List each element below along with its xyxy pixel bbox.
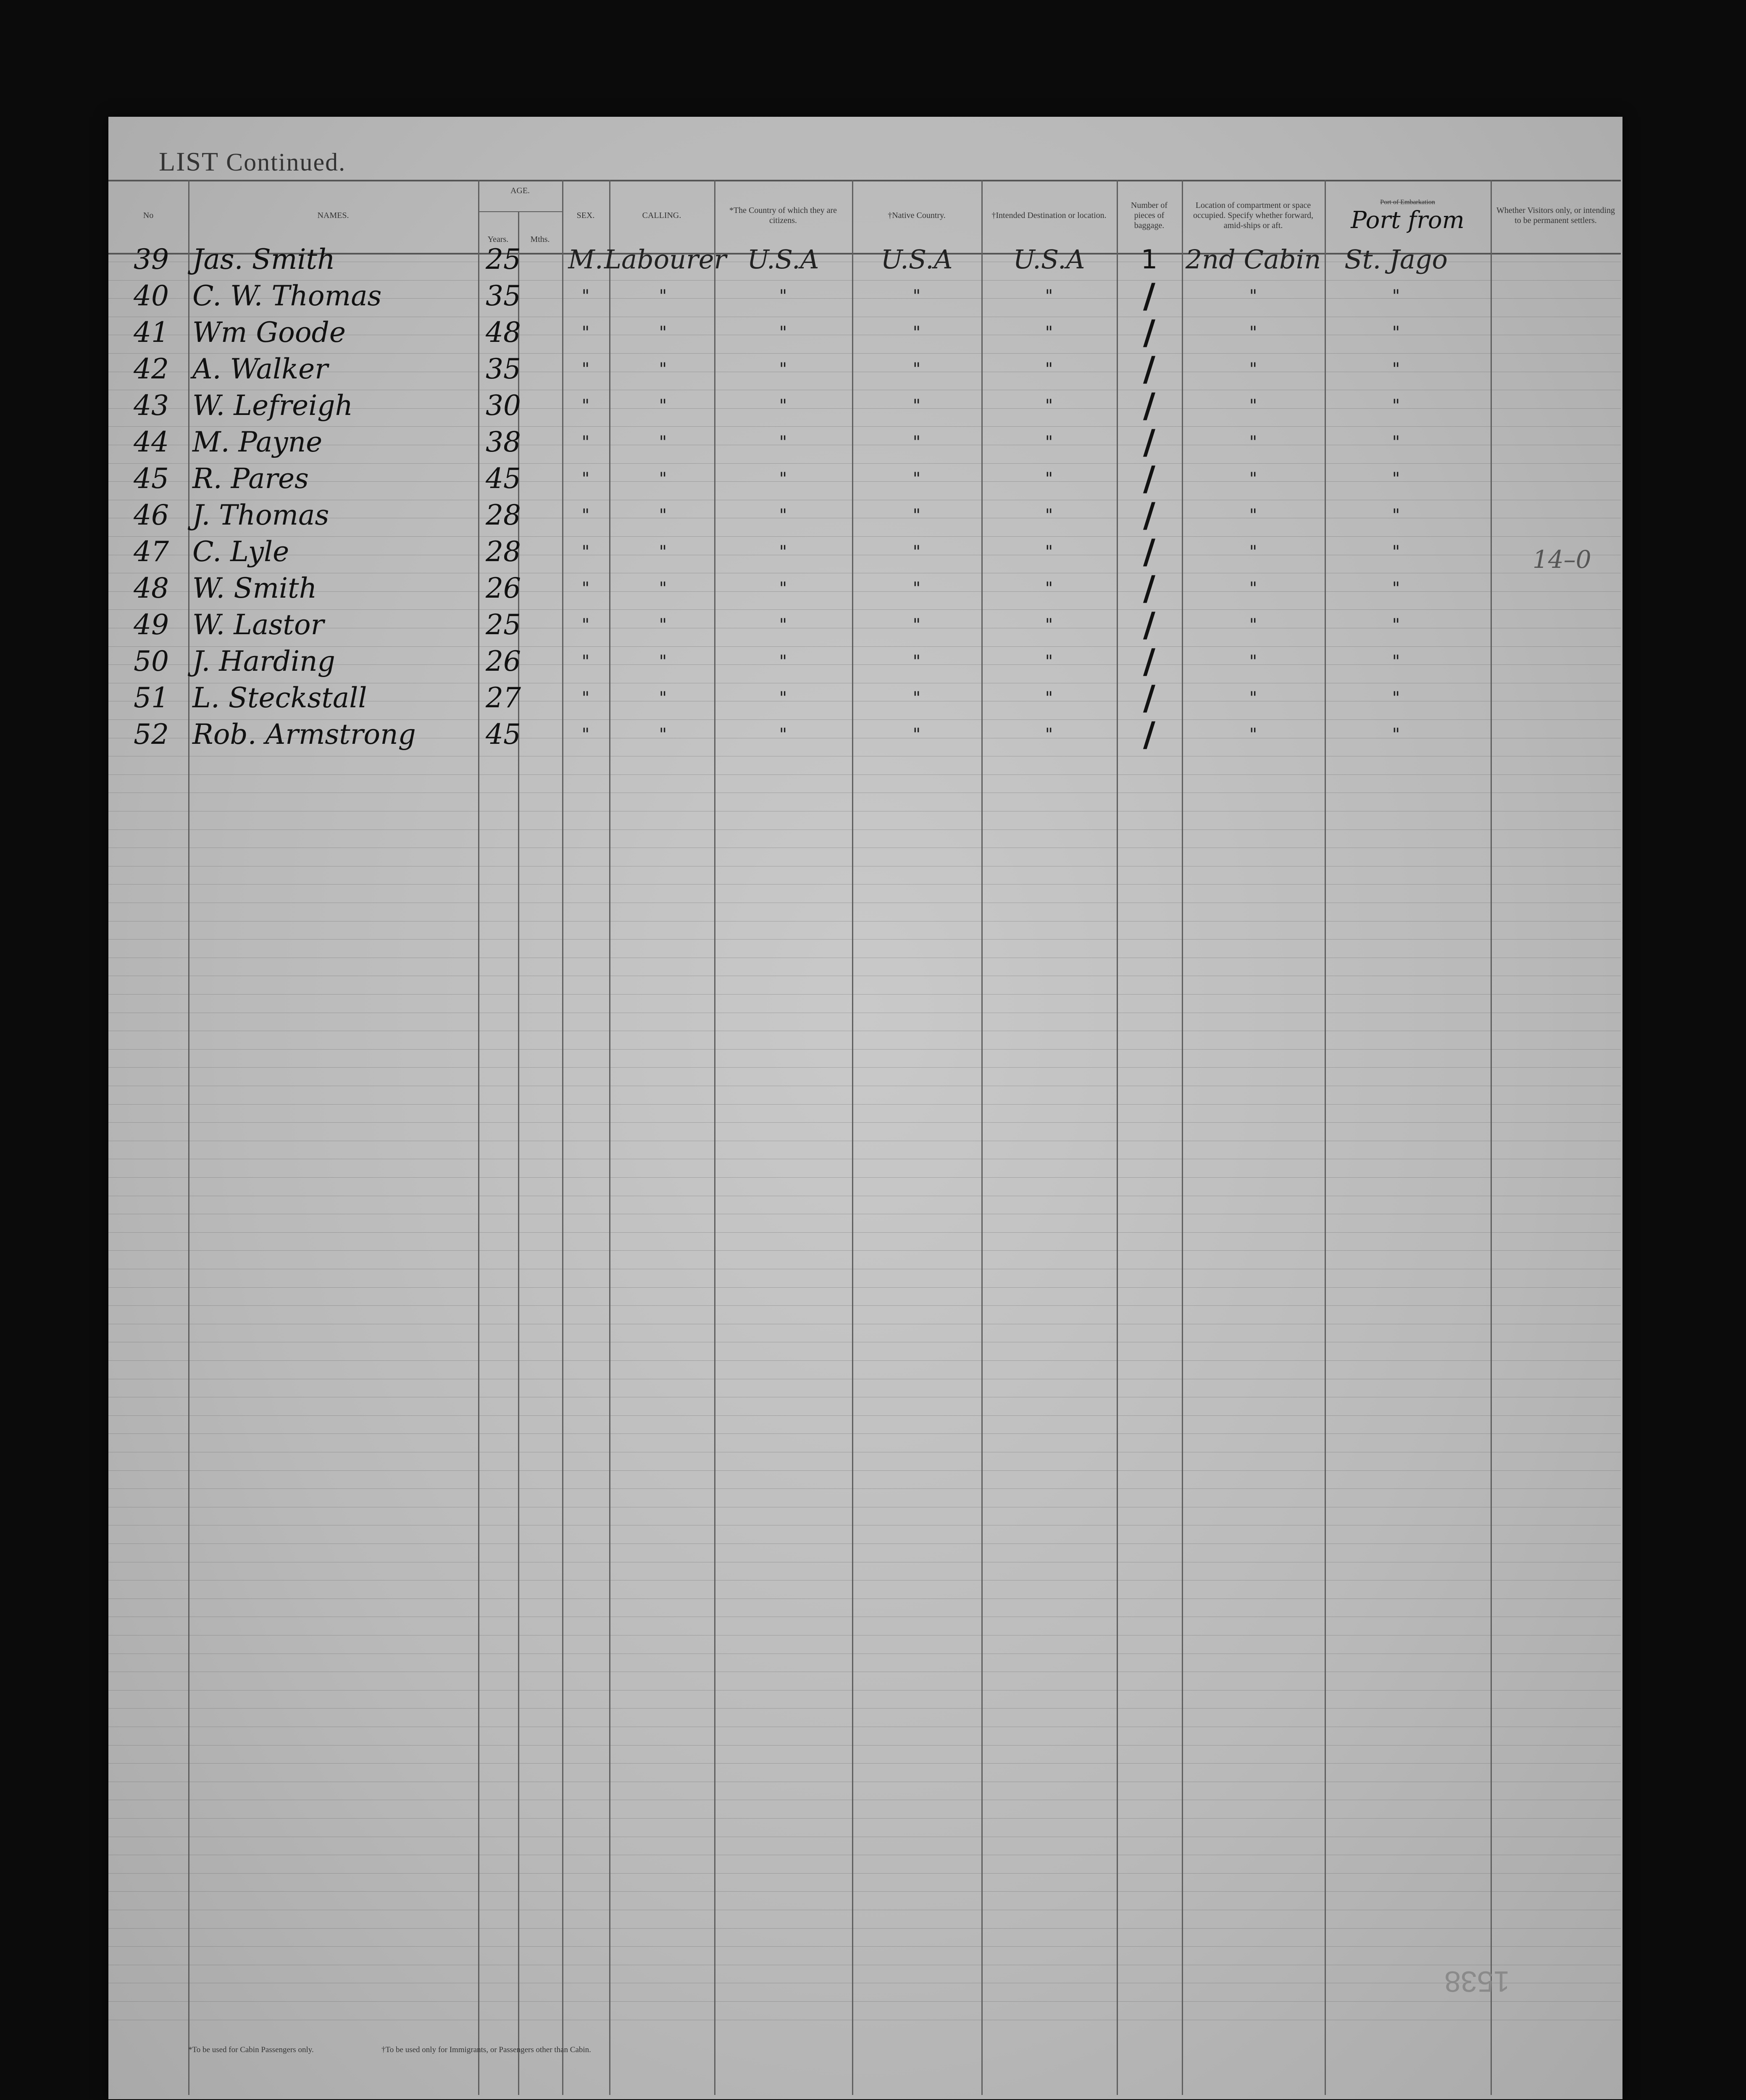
cell-calling: ": [659, 615, 667, 635]
cell-dest: ": [1045, 652, 1053, 671]
cell-citizen: ": [779, 360, 787, 379]
cell-no: 41: [134, 316, 169, 349]
cell-calling: ": [659, 286, 667, 306]
header-port-handwritten: Port from: [1351, 207, 1465, 234]
header-port: [1325, 180, 1491, 251]
cell-citizen: ": [779, 652, 787, 671]
cell-no: 42: [134, 353, 169, 385]
cell-sex: ": [581, 542, 590, 562]
header-sex: SEX.: [576, 211, 595, 220]
cell-age: 26: [486, 645, 521, 677]
cell-no: 51: [134, 682, 169, 714]
header-calling: CALLING.: [642, 211, 681, 220]
cell-bags: /: [1143, 532, 1156, 571]
cell-native: ": [912, 286, 921, 306]
header-destination: †Intended Destination or location.: [991, 211, 1107, 220]
cell-port: ": [1392, 506, 1400, 525]
cell-name: Wm Goode: [192, 316, 346, 349]
cell-port: ": [1392, 542, 1400, 562]
cell-age: 28: [486, 536, 521, 568]
cell-name: J. Harding: [192, 645, 335, 677]
cell-age: 27: [486, 682, 521, 714]
ruled-line: [108, 1470, 1621, 1471]
cell-sex: ": [581, 506, 590, 525]
cell-sex: ": [581, 688, 590, 708]
cell-dest: ": [1045, 286, 1053, 306]
header-no: No: [143, 211, 154, 220]
cell-age: 28: [486, 499, 521, 531]
ruled-line: [108, 1433, 1621, 1434]
cell-dest: ": [1045, 506, 1053, 525]
cell-citizen: ": [779, 615, 787, 635]
cell-age: 30: [486, 389, 521, 422]
cell-compartment: ": [1249, 360, 1257, 379]
cell-bags: /: [1143, 386, 1156, 425]
cell-citizen: U.S.A: [747, 244, 819, 275]
cell-name: W. Lefreigh: [192, 389, 353, 422]
margin-note: 14–0: [1533, 545, 1591, 574]
ruled-line: [108, 1104, 1621, 1105]
cell-bags: /: [1143, 423, 1156, 462]
cell-sex: M.: [568, 244, 603, 275]
cell-sex: ": [581, 433, 590, 452]
cell-calling: ": [659, 652, 667, 671]
cell-native: ": [912, 469, 921, 488]
cell-dest: ": [1045, 542, 1053, 562]
header-compartment: Location of compartment or space occupied. Specify whether forward, amid-ships or aft.: [1193, 201, 1313, 230]
cell-bags: /: [1143, 349, 1156, 388]
cell-compartment: ": [1249, 652, 1257, 671]
header-names: NAMES.: [317, 211, 349, 220]
cell-port: ": [1392, 652, 1400, 671]
title-rest: Continued.: [219, 148, 346, 176]
cell-calling: ": [659, 433, 667, 452]
header-mths: Mths.: [530, 235, 550, 244]
cell-no: 47: [134, 536, 169, 568]
ruled-line: [108, 1122, 1621, 1123]
cell-port: ": [1392, 579, 1400, 598]
cell-compartment: ": [1249, 542, 1257, 562]
title-big: LIST: [159, 147, 219, 176]
cell-native: ": [912, 433, 921, 452]
footnote-cabin: *To be used for Cabin Passengers only.: [188, 2045, 314, 2054]
ruled-line: [108, 1928, 1621, 1929]
cell-native: ": [912, 652, 921, 671]
ruled-line: [108, 774, 1621, 775]
header-visitors: Whether Visitors only, or intending to be permanent settlers.: [1496, 206, 1615, 225]
ruled-line: [108, 994, 1621, 995]
cell-bags: /: [1143, 313, 1156, 352]
cell-dest: ": [1045, 396, 1053, 415]
cell-name: R. Pares: [192, 462, 309, 495]
header-port-struck: Port of Embarkation: [1380, 199, 1435, 206]
header-age: AGE.: [510, 186, 530, 195]
cell-no: 50: [134, 645, 169, 677]
cell-port: ": [1392, 323, 1400, 342]
cell-port: ": [1392, 286, 1400, 306]
cell-no: 44: [134, 426, 169, 458]
cell-citizen: ": [779, 396, 787, 415]
cell-port: ": [1392, 396, 1400, 415]
cell-bags: /: [1143, 276, 1156, 315]
cell-sex: ": [581, 615, 590, 635]
cell-sex: ": [581, 323, 590, 342]
cell-bags: /: [1143, 678, 1156, 717]
ruled-line: [108, 1488, 1621, 1489]
cell-sex: ": [581, 469, 590, 488]
cell-citizen: ": [779, 542, 787, 562]
cell-compartment: 2nd Cabin: [1185, 244, 1321, 275]
cell-citizen: ": [779, 688, 787, 708]
cell-compartment: ": [1249, 323, 1257, 342]
ruled-line: [108, 1232, 1621, 1233]
cell-port: ": [1392, 615, 1400, 635]
cell-calling: ": [659, 323, 667, 342]
cell-compartment: ": [1249, 688, 1257, 708]
ruled-line: [108, 1708, 1621, 1709]
cell-no: 46: [134, 499, 169, 531]
cell-native: ": [912, 615, 921, 635]
cell-age: 35: [486, 353, 521, 385]
cell-sex: ": [581, 725, 590, 744]
footnote-immigrant: †To be used only for Immigrants, or Passengers other than Cabin.: [381, 2045, 591, 2054]
cell-compartment: ": [1249, 506, 1257, 525]
cell-port: ": [1392, 688, 1400, 708]
cell-bags: /: [1143, 496, 1156, 535]
stamp-number: 1538: [1444, 1965, 1510, 1998]
ruled-line: [108, 1305, 1621, 1306]
cell-dest: ": [1045, 360, 1053, 379]
cell-citizen: ": [779, 579, 787, 598]
cell-no: 45: [134, 462, 169, 495]
cell-name: J. Thomas: [192, 499, 329, 531]
ruled-line: [108, 939, 1621, 940]
cell-calling: ": [659, 360, 667, 379]
cell-dest: ": [1045, 323, 1053, 342]
cell-sex: ": [581, 396, 590, 415]
cell-sex: ": [581, 579, 590, 598]
cell-calling: ": [659, 579, 667, 598]
ruled-line: [108, 1891, 1621, 1892]
cell-name: C. Lyle: [192, 536, 289, 568]
cell-compartment: ": [1249, 725, 1257, 744]
cell-compartment: ": [1249, 579, 1257, 598]
ruled-line: [108, 1745, 1621, 1746]
cell-compartment: ": [1249, 615, 1257, 635]
cell-no: 49: [134, 609, 169, 641]
cell-calling: ": [659, 542, 667, 562]
cell-dest: ": [1045, 469, 1053, 488]
cell-native: ": [912, 688, 921, 708]
cell-native: ": [912, 506, 921, 525]
cell-no: 48: [134, 572, 169, 604]
cell-port: St. Jago: [1344, 244, 1448, 275]
ruled-line: [108, 1873, 1621, 1874]
cell-bags: /: [1143, 642, 1156, 681]
header-citizen-country: *The Country of which they are citizens.: [729, 206, 837, 225]
cell-calling: ": [659, 469, 667, 488]
cell-calling: ": [659, 688, 667, 708]
cell-name: W. Smith: [192, 572, 317, 604]
ruled-line: [108, 1067, 1621, 1068]
cell-age: 48: [486, 316, 521, 349]
ruled-line: [108, 1818, 1621, 1819]
ruled-line: [108, 1049, 1621, 1050]
cell-no: 39: [134, 243, 169, 276]
cell-age: 35: [486, 280, 521, 312]
cell-sex: ": [581, 360, 590, 379]
cell-dest: ": [1045, 615, 1053, 635]
cell-native: ": [912, 542, 921, 562]
page-title: [159, 146, 346, 177]
ruled-line: [108, 1250, 1621, 1251]
cell-age: 25: [486, 243, 521, 276]
cell-bags: 1: [1141, 244, 1158, 275]
cell-compartment: ": [1249, 286, 1257, 306]
cell-native: ": [912, 323, 921, 342]
cell-name: M. Payne: [192, 426, 323, 458]
cell-age: 45: [486, 462, 521, 495]
cell-sex: ": [581, 286, 590, 306]
cell-name: C. W. Thomas: [192, 280, 382, 312]
rule-age-split: [478, 211, 562, 212]
cell-sex: ": [581, 652, 590, 671]
cell-bags: /: [1143, 459, 1156, 498]
cell-citizen: ": [779, 506, 787, 525]
cell-no: 43: [134, 389, 169, 422]
cell-native: ": [912, 579, 921, 598]
cell-native: ": [912, 396, 921, 415]
header-years: Years.: [487, 235, 509, 244]
cell-bags: /: [1143, 569, 1156, 608]
cell-age: 45: [486, 718, 521, 751]
cell-calling: Labourer: [604, 244, 727, 275]
cell-no: 40: [134, 280, 169, 312]
cell-compartment: ": [1249, 396, 1257, 415]
cell-age: 26: [486, 572, 521, 604]
cell-name: Jas. Smith: [192, 243, 335, 276]
cell-native: U.S.A: [881, 244, 953, 275]
cell-citizen: ": [779, 433, 787, 452]
cell-dest: ": [1045, 725, 1053, 744]
cell-name: W. Lastor: [192, 609, 324, 641]
cell-port: ": [1392, 725, 1400, 744]
cell-no: 52: [134, 718, 169, 751]
cell-bags: /: [1143, 715, 1156, 754]
cell-citizen: ": [779, 469, 787, 488]
cell-port: ": [1392, 360, 1400, 379]
cell-calling: ": [659, 506, 667, 525]
ruled-line: [108, 1287, 1621, 1288]
ruled-line: [108, 1763, 1621, 1764]
cell-age: 25: [486, 609, 521, 641]
ruled-line: [108, 1415, 1621, 1416]
cell-calling: ": [659, 396, 667, 415]
cell-dest: ": [1045, 579, 1053, 598]
rule-v: [188, 180, 189, 2095]
ruled-line: [108, 2001, 1621, 2002]
cell-citizen: ": [779, 286, 787, 306]
cell-compartment: ": [1249, 469, 1257, 488]
rule-v: [1491, 180, 1492, 2095]
ruled-line: [108, 1946, 1621, 1947]
manifest-sheet: [108, 117, 1622, 2099]
cell-compartment: ": [1249, 433, 1257, 452]
cell-port: ": [1392, 433, 1400, 452]
cell-dest: ": [1045, 688, 1053, 708]
cell-bags: /: [1143, 605, 1156, 644]
header-baggage: Number of pieces of baggage.: [1131, 201, 1168, 230]
ruled-line: [108, 884, 1621, 885]
cell-name: L. Steckstall: [192, 682, 367, 714]
header-native-country: †Native Country.: [888, 211, 946, 220]
cell-dest: U.S.A: [1013, 244, 1085, 275]
cell-native: ": [912, 360, 921, 379]
cell-name: A. Walker: [192, 353, 328, 385]
cell-citizen: ": [779, 725, 787, 744]
cell-calling: ": [659, 725, 667, 744]
cell-port: ": [1392, 469, 1400, 488]
cell-dest: ": [1045, 433, 1053, 452]
ruled-line: [108, 1360, 1621, 1361]
cell-citizen: ": [779, 323, 787, 342]
cell-native: ": [912, 725, 921, 744]
ruled-line: [108, 1177, 1621, 1178]
cell-age: 38: [486, 426, 521, 458]
cell-name: Rob. Armstrong: [192, 718, 416, 751]
